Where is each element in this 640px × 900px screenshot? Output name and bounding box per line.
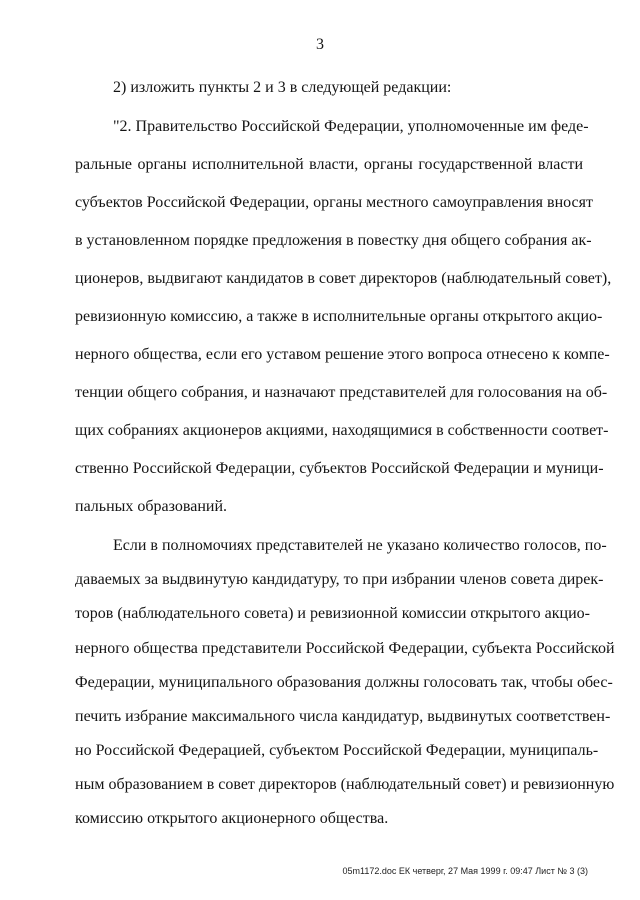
paragraph-line: "2. Правительство Российской Федерации, уполномоченные им феде- — [113, 118, 589, 135]
document-footer: 05m1172.doc ЕК четверг, 27 Мая 1999 г. 09:47 Лист № 3 (3) — [342, 866, 588, 876]
paragraph-line: даваемых за выдвинутую кандидатуру, то при избрании членов совета дирек- — [75, 571, 604, 588]
paragraph-line: Если в полномочиях представителей не указано количество голосов, по- — [113, 537, 607, 554]
paragraph-line: комиссию открытого акционерного общества. — [75, 810, 389, 827]
paragraph-line: в установленном порядке предложения в повестку дня общего собрания ак- — [75, 232, 592, 249]
paragraph-line: пальных образований. — [75, 498, 227, 515]
paragraph-line: печить избрание максимального числа кандидатур, выдвинутых соответствен- — [75, 708, 611, 725]
paragraph-line: ционеров, выдвигают кандидатов в совет директоров (наблюдательный совет), — [75, 270, 612, 287]
page-number: 3 — [316, 36, 324, 53]
paragraph-line: субъектов Российской Федерации, органы местного самоуправления вносят — [75, 194, 593, 211]
paragraph-line: нерного общества представители Российской Федерации, субъекта Российской — [75, 640, 615, 657]
paragraph-line: ственно Российской Федерации, субъектов Российской Федерации и муници- — [75, 460, 604, 477]
paragraph-line: тенции общего собрания, и назначают представителей для голосования на об- — [75, 384, 608, 401]
paragraph-line: ревизионную комиссию, а также в исполнительные органы открытого акцио- — [75, 308, 603, 325]
paragraph-line: торов (наблюдательного совета) и ревизионной комиссии открытого акцио- — [75, 605, 591, 622]
paragraph-line: щих собраниях акционеров акциями, находящимися в собственности соответ- — [75, 422, 609, 439]
paragraph-line: ным образованием в совет директоров (наблюдательный совет) и ревизионную — [75, 776, 615, 793]
paragraph-line: Федерации, муниципального образования должны голосовать так, чтобы обес- — [75, 674, 613, 691]
paragraph-line: ральные органы исполнительной власти, органы государственной власти — [75, 156, 583, 173]
paragraph-line: но Российской Федерацией, субъектом Российской Федерации, муниципаль- — [75, 742, 599, 759]
paragraph-line: нерного общества, если его уставом решение этого вопроса отнесено к компе- — [75, 346, 610, 363]
intro-line: 2) изложить пункты 2 и 3 в следующей редакции: — [113, 79, 452, 96]
